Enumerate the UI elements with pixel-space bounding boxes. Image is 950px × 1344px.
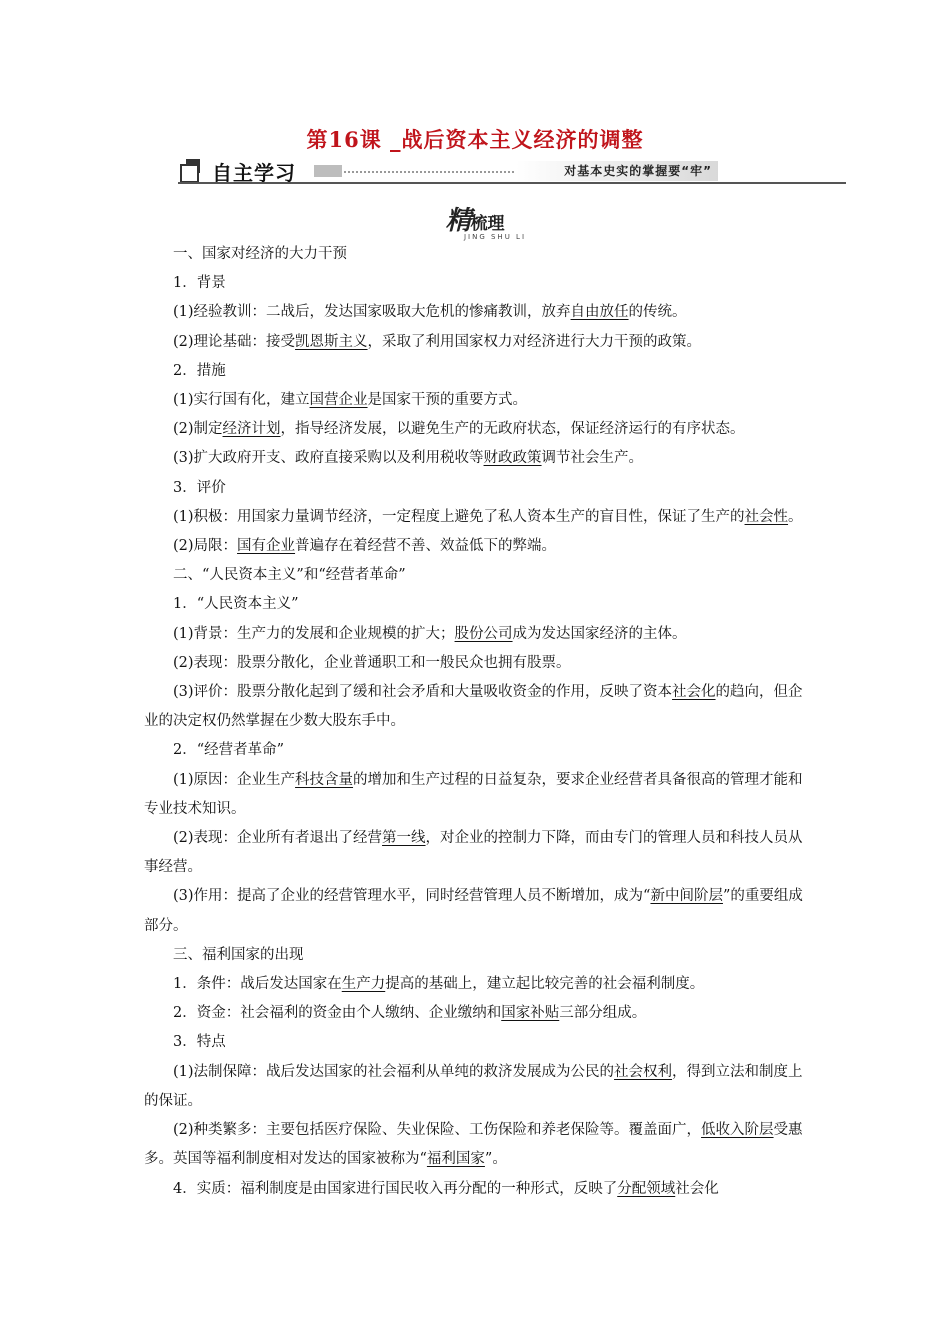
text-run: 的传统。 bbox=[628, 304, 687, 321]
underlined-term: 福利国家 bbox=[426, 1151, 485, 1168]
paragraph bbox=[144, 415, 808, 444]
banner-tagline: 对基本史实的掌握要“牢” bbox=[516, 161, 718, 181]
underlined-term: 社会权利 bbox=[614, 1063, 673, 1080]
paragraph bbox=[144, 970, 808, 999]
text-run: 调节社会生产。 bbox=[541, 450, 644, 467]
paragraph bbox=[144, 941, 808, 970]
text-run: ，得到立法和制度上的保证。 bbox=[144, 1063, 803, 1109]
paragraph bbox=[144, 1058, 808, 1116]
underlined-term: 股份公司 bbox=[454, 625, 513, 642]
text-run: (2)理论基础：接受 bbox=[173, 333, 296, 350]
paragraph bbox=[144, 386, 808, 415]
underlined-term: 分配领域 bbox=[617, 1180, 676, 1197]
paragraph bbox=[144, 678, 808, 736]
text-run: 社会化 bbox=[675, 1180, 719, 1197]
paragraph bbox=[144, 824, 808, 882]
text-run: 。 bbox=[788, 508, 803, 525]
logo-main-char: 精 bbox=[445, 206, 471, 236]
text-run: (1)经验教训：二战后，发达国家吸取大危机的惨痛教训，放弃 bbox=[173, 304, 571, 321]
text-run: (3)作用：提高了企业的经营管理水平，同时经营管理人员不断增加，成为“ bbox=[173, 888, 651, 905]
underlined-term: 国家补贴 bbox=[501, 1005, 560, 1022]
underlined-term: 低收入阶层 bbox=[701, 1122, 774, 1139]
text-run: (3)扩大政府开支、政府直接采购以及利用税收等 bbox=[173, 450, 484, 467]
section-banner bbox=[178, 157, 846, 185]
text-run: 3．特点 bbox=[173, 1034, 226, 1051]
paragraph bbox=[144, 620, 808, 649]
logo-rest-chars: 梳理 bbox=[470, 214, 505, 234]
text-run: 三部分组成。 bbox=[559, 1005, 647, 1022]
underlined-term: 凯恩斯主义 bbox=[295, 333, 368, 350]
text-run: ，采取了利用国家权力对经济进行大力干预的政策。 bbox=[367, 333, 702, 350]
paragraph bbox=[144, 561, 808, 590]
text-run: 2．“经营者革命” bbox=[173, 742, 285, 759]
text-run: (1)积极：用国家力量调节经济，一定程度上避免了私人资本生产的盲目性，保证了生产的 bbox=[173, 508, 745, 525]
paragraph bbox=[144, 999, 808, 1028]
banner-grey-block bbox=[314, 165, 342, 177]
text-run: (1)实行国有化，建立 bbox=[173, 392, 310, 409]
text-run: 3．评价 bbox=[173, 479, 226, 496]
text-run: (1)背景：生产力的发展和企业规模的扩大； bbox=[173, 625, 455, 642]
underlined-term: 第一线 bbox=[382, 830, 426, 847]
text-run: ，对企业的控制力下降，而由专门的管理人员和科技人员从事经营。 bbox=[144, 830, 803, 876]
paragraph bbox=[144, 503, 808, 532]
paragraph bbox=[144, 474, 808, 503]
paragraph bbox=[144, 444, 808, 473]
paragraph bbox=[144, 766, 808, 824]
paragraph bbox=[144, 298, 808, 327]
text-run: 1．条件：战后发达国家在 bbox=[173, 976, 342, 993]
banner-box-icon bbox=[180, 164, 199, 183]
underlined-term: 社会化 bbox=[672, 684, 716, 701]
paragraph bbox=[144, 1028, 808, 1057]
paragraph bbox=[144, 357, 808, 386]
text-run: 三、福利国家的出现 bbox=[173, 946, 304, 963]
paragraph bbox=[144, 649, 808, 678]
underlined-term: 国营企业 bbox=[309, 392, 368, 409]
text-run: 一、国家对经济的大力干预 bbox=[173, 246, 347, 262]
underlined-term: 财政政策 bbox=[483, 450, 542, 467]
text-run: (1)原因：企业生产 bbox=[173, 771, 296, 788]
text-run: (2)局限： bbox=[173, 538, 238, 555]
text-run: ”。 bbox=[484, 1151, 507, 1168]
paragraph bbox=[144, 1116, 808, 1174]
paragraph bbox=[144, 328, 808, 357]
text-run: ，指导经济发展，以避免生产的无政府状态，保证经济运行的有序状态。 bbox=[280, 421, 745, 438]
text-run: 1．背景 bbox=[173, 275, 226, 292]
underlined-term: 社会性 bbox=[744, 508, 789, 525]
jing-shu-li-logo bbox=[0, 200, 950, 241]
text-run: 受惠多。英国等福利制度相对发达的国家被称为“ bbox=[144, 1122, 803, 1168]
paragraph bbox=[144, 1175, 808, 1204]
page-title: 第16课 _战后资本主义经济的调整 bbox=[306, 127, 644, 152]
underlined-term: 新中间阶层 bbox=[650, 888, 723, 905]
underlined-term: 国有企业 bbox=[237, 538, 296, 555]
text-run: 是国家干预的重要方式。 bbox=[367, 392, 528, 409]
text-run: 二、“人民资本主义”和“经营者革命” bbox=[173, 567, 406, 584]
document-body bbox=[144, 240, 808, 1204]
text-run: 普遍存在着经营不善、效益低下的弊端。 bbox=[295, 538, 557, 555]
banner-label: 自主学习 bbox=[212, 161, 296, 185]
text-run: 2．资金：社会福利的资金由个人缴纳、企业缴纳和 bbox=[173, 1005, 502, 1022]
text-run: 的增加和生产过程的日益复杂，要求企业经营者具备很高的管理才能和专业技术知识。 bbox=[144, 771, 803, 817]
text-run: (1)法制保障：战后发达国家的社会福利从单纯的救济发展成为公民的 bbox=[173, 1063, 615, 1080]
text-run: 1．“人民资本主义” bbox=[173, 596, 299, 613]
paragraph bbox=[144, 882, 808, 940]
text-run: 2．措施 bbox=[173, 362, 226, 379]
text-run: 4．实质：福利制度是由国家进行国民收入再分配的一种形式，反映了 bbox=[173, 1180, 618, 1197]
paragraph bbox=[144, 240, 808, 269]
banner-rule bbox=[178, 182, 846, 184]
logo-pinyin: JING SHU LI bbox=[463, 233, 527, 241]
paragraph bbox=[144, 269, 808, 298]
paragraph bbox=[144, 736, 808, 765]
paragraph bbox=[144, 590, 808, 619]
underlined-term: 自由放任 bbox=[570, 304, 629, 321]
paragraph bbox=[144, 532, 808, 561]
text-run: 成为发达国家经济的主体。 bbox=[512, 625, 687, 642]
text-run: (2)表现：企业所有者退出了经营 bbox=[173, 830, 383, 847]
underlined-term: 科技含量 bbox=[295, 771, 354, 788]
text-run: (2)制定 bbox=[173, 421, 223, 438]
text-run: (2)种类繁多：主要包括医疗保险、失业保险、工伤保险和养老保险等。覆盖面广， bbox=[173, 1122, 702, 1139]
text-run: (2)表现：股票分散化，企业普通职工和一般民众也拥有股票。 bbox=[173, 654, 571, 671]
text-run: 提高的基础上，建立起比较完善的社会福利制度。 bbox=[385, 976, 705, 993]
text-run: (3)评价：股票分散化起到了缓和社会矛盾和大量吸收资金的作用，反映了资本 bbox=[173, 684, 673, 701]
underlined-term: 经济计划 bbox=[222, 421, 281, 438]
underlined-term: 生产力 bbox=[341, 976, 386, 993]
text-run: ”的重要组成部分。 bbox=[144, 888, 803, 934]
text-run: 的趋向，但企业的决定权仍然掌握在少数大股东手中。 bbox=[144, 684, 803, 730]
banner-dotted-line bbox=[344, 171, 514, 173]
